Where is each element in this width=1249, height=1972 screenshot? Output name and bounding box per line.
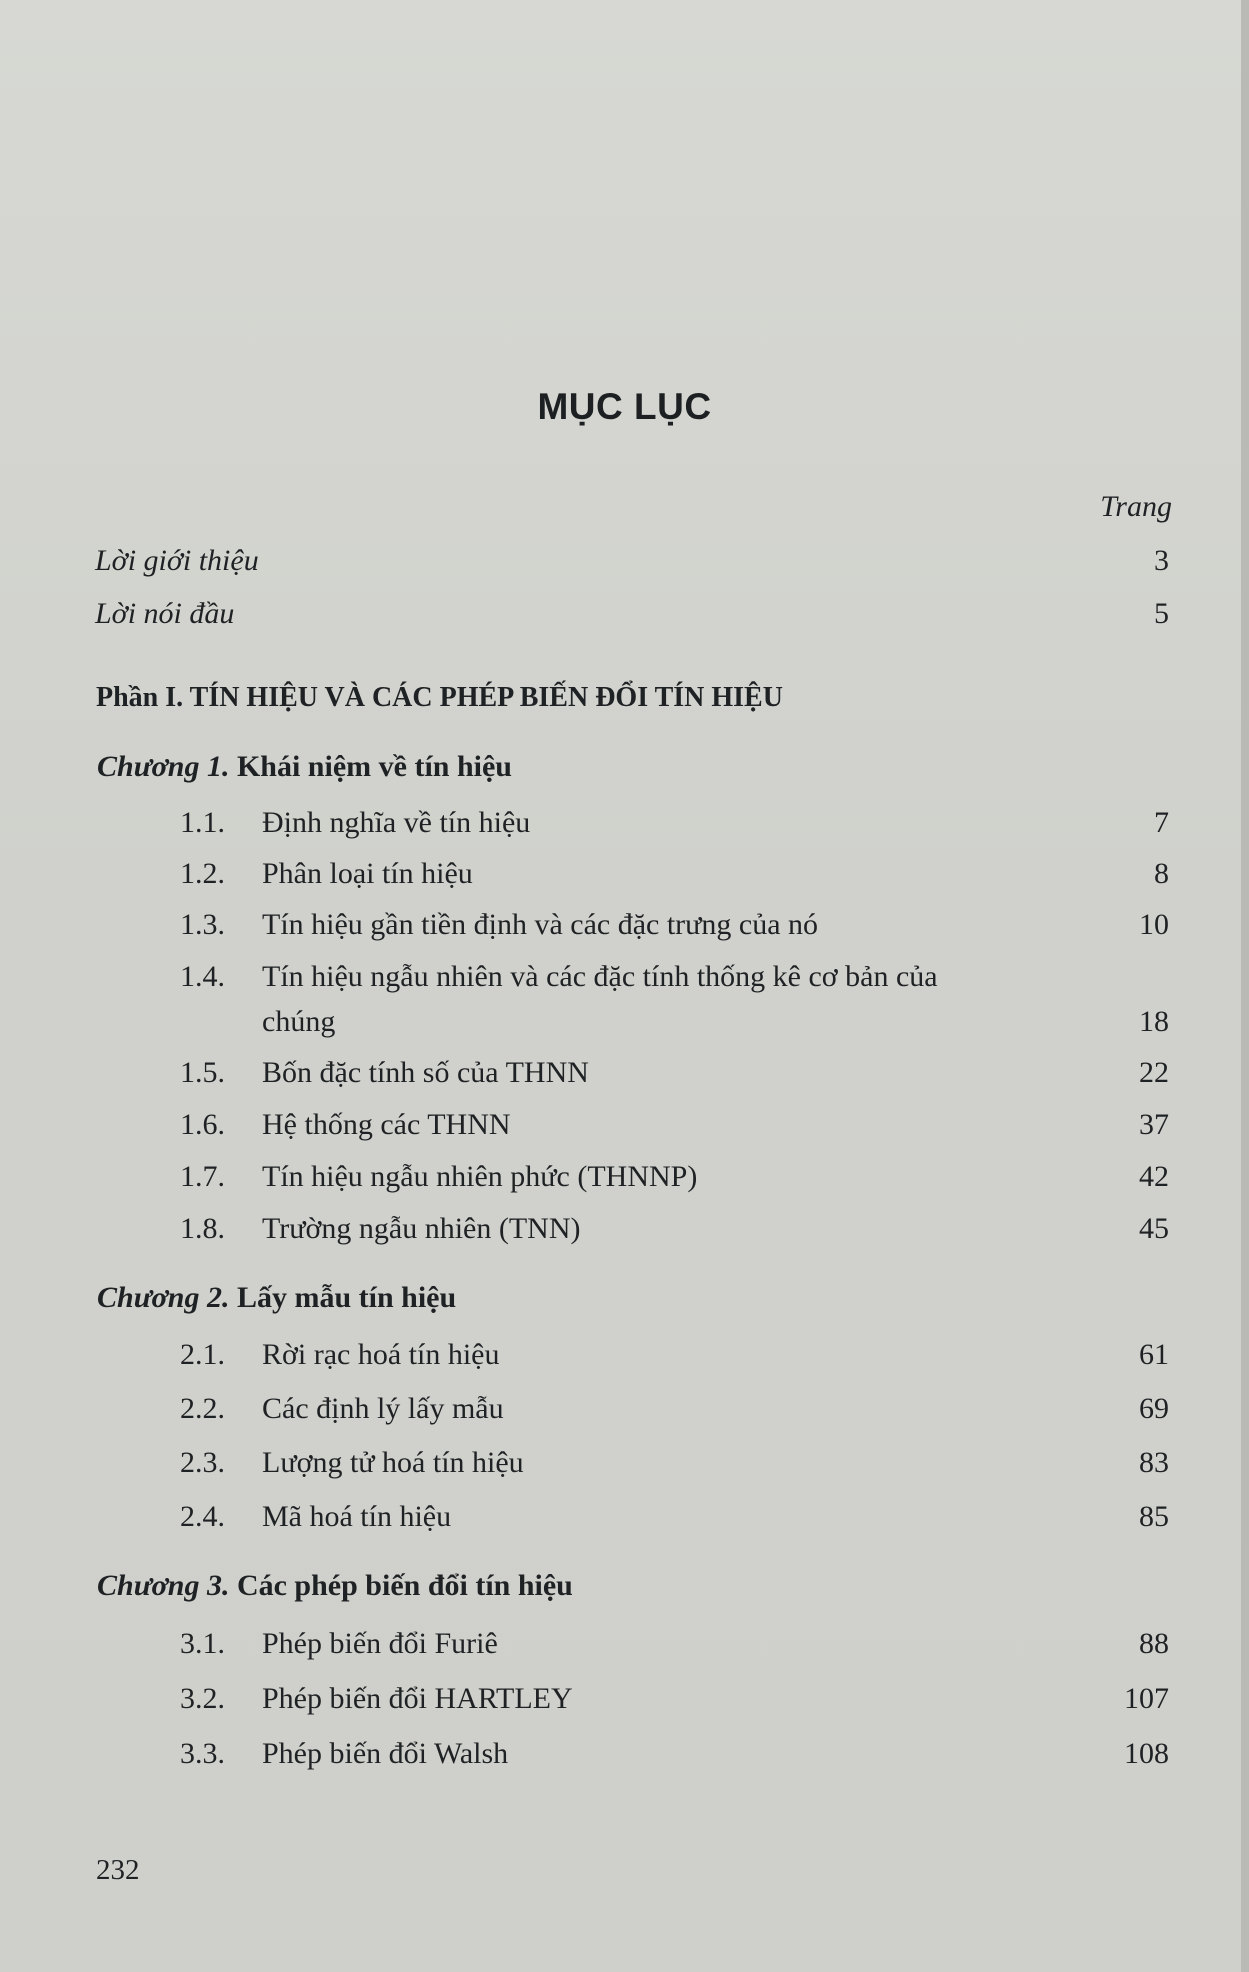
section-title: Tín hiệu ngẫu nhiên phức (THNNP) (262, 1160, 698, 1193)
toc-section (0, 1107, 1249, 1143)
toc-section (0, 1337, 1249, 1373)
section-page: 18 (1139, 1005, 1169, 1038)
toc-section (0, 1055, 1249, 1091)
section-number: 1.7. (180, 1160, 225, 1193)
section-number: 2.4. (180, 1500, 225, 1533)
section-number: 3.2. (180, 1682, 225, 1715)
section-title: Các định lý lấy mẫu (262, 1392, 504, 1425)
toc-section-continuation (0, 1004, 1249, 1040)
section-title: Tín hiệu ngẫu nhiên và các đặc tính thống kê cơ bản của (262, 960, 938, 993)
section-number: 3.1. (180, 1627, 225, 1660)
chapter-title: Khái niệm về tín hiệu (236, 750, 512, 783)
section-page: 61 (1139, 1338, 1169, 1371)
page-edge-shadow (1241, 0, 1249, 1972)
chapter-label: Chương 3. (97, 1569, 230, 1602)
section-title: Trường ngẫu nhiên (TNN) (262, 1212, 581, 1245)
section-number: 2.1. (180, 1338, 225, 1371)
section-number: 1.6. (180, 1108, 225, 1141)
page-title: MỤC LỤC (537, 386, 712, 427)
toc-entry-title: Lời giới thiệu (95, 544, 259, 577)
section-number: 2.2. (180, 1392, 225, 1425)
toc-entry-page: 3 (1154, 544, 1169, 577)
toc-entry-preface (0, 596, 1249, 632)
toc-section (0, 1391, 1249, 1427)
section-title: Lượng tử hoá tín hiệu (262, 1446, 524, 1479)
toc-section (0, 1626, 1249, 1662)
section-title-continued: chúng (262, 1005, 336, 1038)
section-page: 69 (1139, 1392, 1169, 1425)
toc-entry-page: 5 (1154, 597, 1169, 630)
chapter-heading (0, 1280, 1249, 1316)
part-heading: Phần I. TÍN HIỆU VÀ CÁC PHÉP BIẾN ĐỔI TÍN HIỆU (96, 682, 783, 713)
toc-section (0, 856, 1249, 892)
section-title: Hệ thống các THNN (262, 1108, 511, 1141)
section-page: 107 (1124, 1682, 1169, 1715)
section-page: 42 (1139, 1160, 1169, 1193)
chapter-title-line (97, 1568, 573, 1604)
section-title: Rời rạc hoá tín hiệu (262, 1338, 500, 1371)
chapter-title-line (97, 749, 512, 785)
chapter-label: Chương 2. (97, 1281, 230, 1314)
toc-section (0, 959, 1249, 995)
toc-section (0, 1736, 1249, 1772)
toc-entry-title: Lời nói đầu (95, 597, 235, 630)
page-number: 232 (96, 1854, 140, 1886)
section-number: 1.5. (180, 1056, 225, 1089)
toc-section (0, 907, 1249, 943)
toc-section (0, 805, 1249, 841)
section-page: 88 (1139, 1627, 1169, 1660)
section-title: Phép biến đổi Walsh (262, 1737, 509, 1770)
section-number: 1.2. (180, 857, 225, 890)
page-column-label: Trang (1100, 490, 1172, 523)
chapter-title-line (97, 1280, 456, 1316)
section-number: 1.8. (180, 1212, 225, 1245)
chapter-title: Các phép biến đổi tín hiệu (236, 1569, 573, 1602)
section-page: 37 (1139, 1108, 1169, 1141)
section-page: 22 (1139, 1056, 1169, 1089)
toc-section (0, 1159, 1249, 1195)
section-page: 8 (1154, 857, 1169, 890)
section-page: 10 (1139, 908, 1169, 941)
section-number: 1.4. (180, 960, 225, 993)
chapter-label: Chương 1. (97, 750, 230, 783)
section-page: 85 (1139, 1500, 1169, 1533)
section-page: 45 (1139, 1212, 1169, 1245)
chapter-heading (0, 1568, 1249, 1604)
chapter-title: Lấy mẫu tín hiệu (236, 1281, 457, 1314)
section-number: 1.3. (180, 908, 225, 941)
section-number: 1.1. (180, 806, 225, 839)
section-title: Phép biến đổi Furiê (262, 1627, 498, 1660)
section-title: Tín hiệu gần tiền định và các đặc trưng của nó (262, 908, 819, 941)
section-page: 7 (1154, 806, 1169, 839)
section-title: Phân loại tín hiệu (262, 857, 473, 890)
section-number: 3.3. (180, 1737, 225, 1770)
toc-entry-intro (0, 543, 1249, 579)
section-page: 83 (1139, 1446, 1169, 1479)
section-title: Định nghĩa về tín hiệu (262, 806, 531, 839)
section-number: 2.3. (180, 1446, 225, 1479)
section-page: 108 (1124, 1737, 1169, 1770)
section-title: Mã hoá tín hiệu (262, 1500, 452, 1533)
toc-section (0, 1445, 1249, 1481)
toc-section (0, 1681, 1249, 1717)
toc-section (0, 1211, 1249, 1247)
chapter-heading (0, 749, 1249, 785)
section-title: Bốn đặc tính số của THNN (262, 1056, 589, 1089)
toc-section (0, 1499, 1249, 1535)
section-title: Phép biến đổi HARTLEY (262, 1682, 573, 1715)
